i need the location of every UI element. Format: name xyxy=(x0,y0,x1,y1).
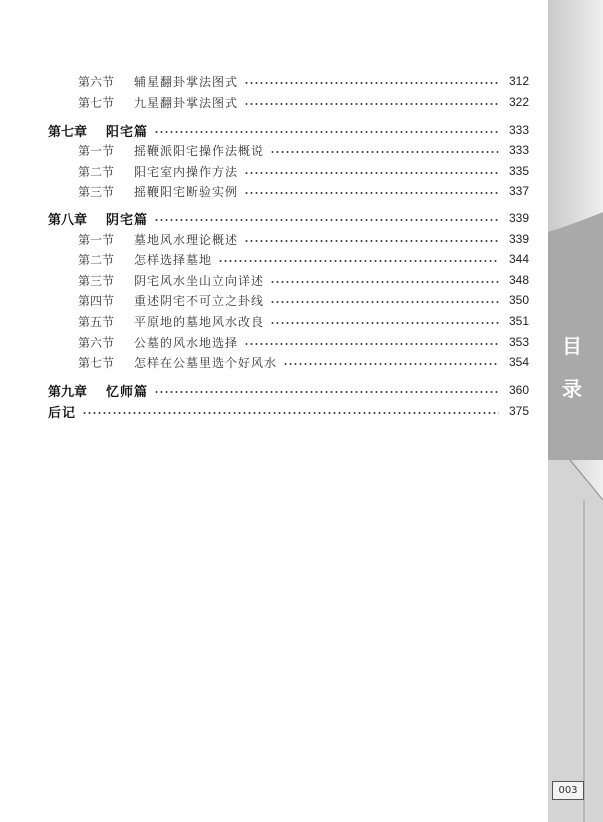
chapter-title: 阴宅篇 xyxy=(106,212,149,228)
chapter-number: 第九章 xyxy=(48,384,88,400)
entry-page: 312 xyxy=(508,74,529,88)
sidebar-decoration xyxy=(548,0,603,822)
toc-entry[interactable] xyxy=(78,311,529,331)
chapter-page: 333 xyxy=(508,123,529,137)
toc-entry[interactable] xyxy=(78,71,529,91)
entry-title: 摇鞭派阳宅操作法概说 xyxy=(134,143,265,158)
entry-page: 322 xyxy=(508,95,529,109)
entry-page: 354 xyxy=(508,355,529,369)
entry-page: 335 xyxy=(508,164,529,178)
toc-entry[interactable] xyxy=(78,140,529,160)
entry-title: 九星翻卦掌法图式 xyxy=(134,95,239,110)
toc-entry[interactable] xyxy=(78,161,529,181)
toc-entry[interactable] xyxy=(78,92,529,112)
entry-number: 第二节 xyxy=(78,164,115,179)
dot-leader xyxy=(154,391,499,393)
dot-leader xyxy=(270,322,499,324)
entry-page: 337 xyxy=(508,184,529,198)
entry-page: 348 xyxy=(508,273,529,287)
toc-entry[interactable] xyxy=(78,352,529,372)
dot-leader xyxy=(244,103,499,105)
toc-postface[interactable] xyxy=(48,401,529,421)
entry-number: 第六节 xyxy=(78,335,115,350)
dot-leader xyxy=(283,363,499,365)
toc-entry[interactable] xyxy=(78,181,529,201)
entry-title: 阴宅风水坐山立向详述 xyxy=(134,273,265,288)
chapter-number: 第七章 xyxy=(48,124,88,140)
dot-leader xyxy=(218,260,499,262)
entry-title: 平原地的墓地风水改良 xyxy=(134,314,265,329)
chapter-number: 第八章 xyxy=(48,212,88,228)
chapter-title: 阳宅篇 xyxy=(106,124,149,140)
toc-entry[interactable] xyxy=(78,229,529,249)
dot-leader xyxy=(270,151,499,153)
entry-page: 339 xyxy=(508,232,529,246)
postface-page: 375 xyxy=(508,404,529,418)
entry-number: 第四节 xyxy=(78,293,115,308)
chapter-page: 360 xyxy=(508,383,529,397)
sidebar-tab xyxy=(548,0,603,822)
page-number-badge: 003 xyxy=(552,781,584,800)
toc-chapter[interactable] xyxy=(48,380,529,400)
toc-entry[interactable] xyxy=(78,270,529,290)
dot-leader xyxy=(82,412,499,414)
chapter-page: 339 xyxy=(508,211,529,225)
entry-title: 摇鞭阳宅断验实例 xyxy=(134,184,239,199)
dot-leader xyxy=(244,192,499,194)
toc-chapter[interactable] xyxy=(48,208,529,228)
postface-title: 后记 xyxy=(48,405,77,421)
dot-leader xyxy=(270,301,499,303)
dot-leader xyxy=(244,343,499,345)
entry-title: 怎样在公墓里选个好风水 xyxy=(134,355,278,370)
entry-number: 第一节 xyxy=(78,143,115,158)
entry-title: 墓地风水理论概述 xyxy=(134,232,239,247)
entry-page: 350 xyxy=(508,293,529,307)
entry-title: 公墓的风水地选择 xyxy=(134,335,239,350)
dot-leader xyxy=(244,240,499,242)
dot-leader xyxy=(244,82,499,84)
toc-entry[interactable] xyxy=(78,249,529,269)
entry-page: 353 xyxy=(508,335,529,349)
entry-title: 阳宅室内操作方法 xyxy=(134,164,239,179)
sidebar-char-lu: 录 xyxy=(562,377,582,401)
toc-chapter[interactable] xyxy=(48,120,529,140)
entry-page: 351 xyxy=(508,314,529,328)
dot-leader xyxy=(244,172,499,174)
entry-title: 重述阴宅不可立之卦线 xyxy=(134,293,265,308)
toc-entry[interactable] xyxy=(78,290,529,310)
entry-number: 第六节 xyxy=(78,74,115,89)
dot-leader xyxy=(154,131,499,133)
entry-number: 第三节 xyxy=(78,273,115,288)
entry-number: 第七节 xyxy=(78,95,115,110)
dot-leader xyxy=(154,219,499,221)
dot-leader xyxy=(270,281,499,283)
entry-number: 第三节 xyxy=(78,184,115,199)
chapter-title: 忆师篇 xyxy=(106,384,149,400)
entry-number: 第五节 xyxy=(78,314,115,329)
toc-entry[interactable] xyxy=(78,332,529,352)
sidebar-char-mu: 目 xyxy=(562,334,582,358)
entry-title: 辅星翻卦掌法图式 xyxy=(134,74,239,89)
entry-title: 怎样选择墓地 xyxy=(134,252,213,267)
entry-number: 第二节 xyxy=(78,252,115,267)
entry-number: 第七节 xyxy=(78,355,115,370)
entry-page: 333 xyxy=(508,143,529,157)
entry-number: 第一节 xyxy=(78,232,115,247)
entry-page: 344 xyxy=(508,252,529,266)
